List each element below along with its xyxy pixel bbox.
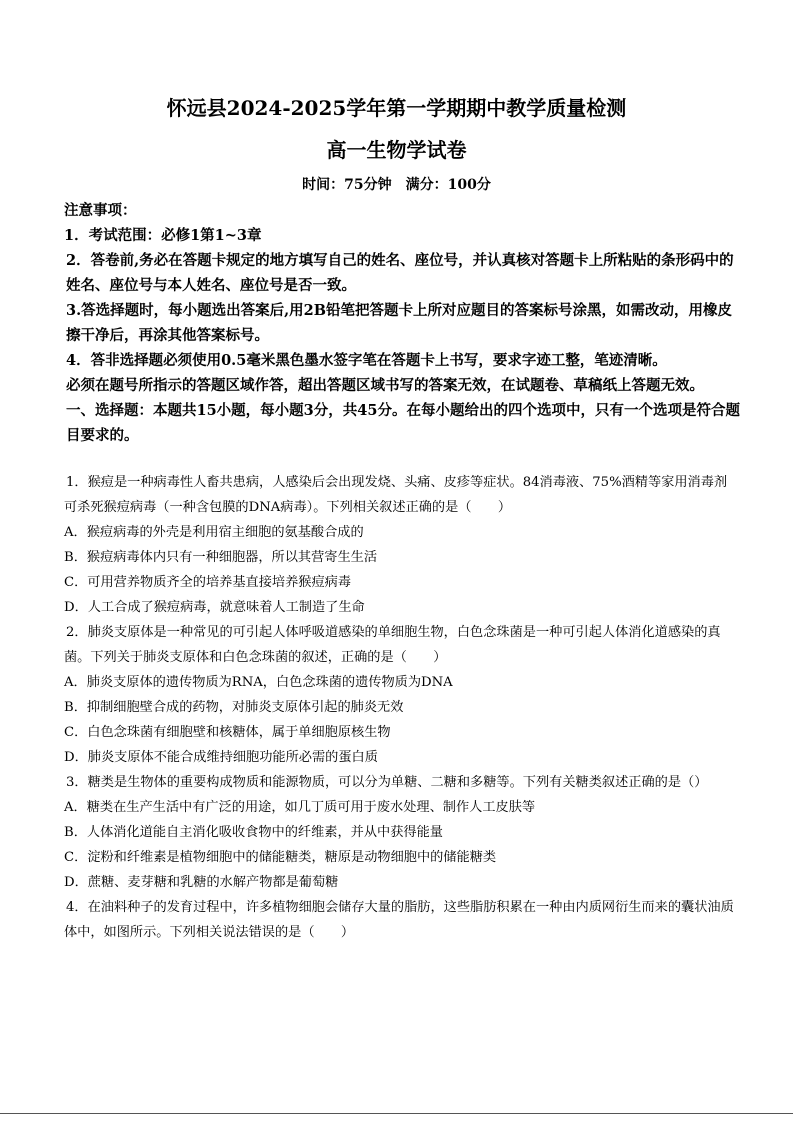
option-c: C．白色念珠菌有细胞壁和核糖体，属于单细胞原核生物 (64, 725, 391, 740)
note-item-1: 1．考试范围：必修1第1~3章 (64, 227, 262, 244)
exam-subtitle: 高一生物学试卷 (326, 138, 467, 162)
note-item-2: 2．答卷前,务必在答题卡规定的地方填写自己的姓名、座位号，并认真核对答题卡上所粘贴的条形码中的姓名、座位号与本人姓名、座位号是否一致。 (66, 252, 734, 294)
section-heading: 一、选择题：本题共15小题，每小题3分，共45分。在每小题给出的四个选项中，只有一个选项是符合题目要求的。 (66, 402, 740, 444)
option-b: B．猴痘病毒体内只有一种细胞器，所以其营寄生生活 (64, 550, 378, 565)
option-c: C．可用营养物质齐全的培养基直接培养猴痘病毒 (64, 575, 352, 590)
question-stem: 4．在油料种子的发育过程中，许多植物细胞会储存大量的脂肪，这些脂肪积累在一种由内质网衍生而来的囊状油质体中，如图所示。下列相关说法错误的是（ ） (64, 900, 734, 940)
option-d: D．蔗糖、麦芽糖和乳糖的水解产物都是葡萄糖 (64, 875, 339, 890)
note-item-4a: 4．答非选择题必须使用0.5毫米黑色墨水签字笔在答题卡上书写，要求字迹工整，笔迹清晰。 (66, 352, 667, 369)
question-stem: 3．糖类是生物体的重要构成物质和能源物质，可以分为单糖、二糖和多糖等。下列有关糖类叙述正确的是（） (66, 775, 708, 790)
question-list (64, 470, 740, 945)
note-item-4b: 必须在题号所指示的答题区域作答，超出答题区域书写的答案无效，在试题卷、草稿纸上答题无效。 (66, 377, 704, 394)
note-item-3: 3.答选择题时，每小题选出答案后,用2B铅笔把答题卡上所对应题目的答案标号涂黑，如需改动，用橡皮擦干净后，再涂其他答案标号。 (66, 302, 733, 344)
exam-title: 怀远县2024-2025学年第一学期期中教学质量检测 (166, 96, 627, 120)
notes-section (64, 198, 744, 448)
option-b: B．抑制细胞壁合成的药物，对肺炎支原体引起的肺炎无效 (64, 700, 404, 715)
option-a: A．肺炎支原体的遗传物质为RNA，白色念珠菌的遗传物质为DNA (64, 675, 453, 690)
option-a: A．猴痘病毒的外壳是利用宿主细胞的氨基酸合成的 (64, 525, 364, 540)
question-stem: 1．猴痘是一种病毒性人畜共患病，人感染后会出现发烧、头痛、皮疹等症状。84消毒液、75%酒精等家用消毒剂可杀死猴痘病毒（一种含包膜的DNA病毒）。下列相关叙述正确的是（ ） (64, 475, 728, 515)
option-c: C．淀粉和纤维素是植物细胞中的储能糖类，糖原是动物细胞中的储能糖类 (64, 850, 497, 865)
option-d: D．肺炎支原体不能合成维持细胞功能所必需的蛋白质 (64, 750, 378, 765)
exam-meta: 时间：75分钟 满分：100分 (302, 177, 491, 193)
option-d: D．人工合成了猴痘病毒，就意味着人工制造了生命 (64, 600, 365, 615)
option-b: B．人体消化道能自主消化吸收食物中的纤维素，并从中获得能量 (64, 825, 443, 840)
question-stem: 2．肺炎支原体是一种常见的可引起人体呼吸道感染的单细胞生物，白色念珠菌是一种可引起人体消化道感染的真菌。下列关于肺炎支原体和白色念珠菌的叙述，正确的是（ ） (64, 625, 721, 665)
notes-heading: 注意事项： (64, 202, 137, 219)
option-a: A．糖类在生产生活中有广泛的用途，如几丁质可用于废水处理、制作人工皮肤等 (64, 800, 536, 815)
page-bottom-rule (0, 1113, 793, 1114)
